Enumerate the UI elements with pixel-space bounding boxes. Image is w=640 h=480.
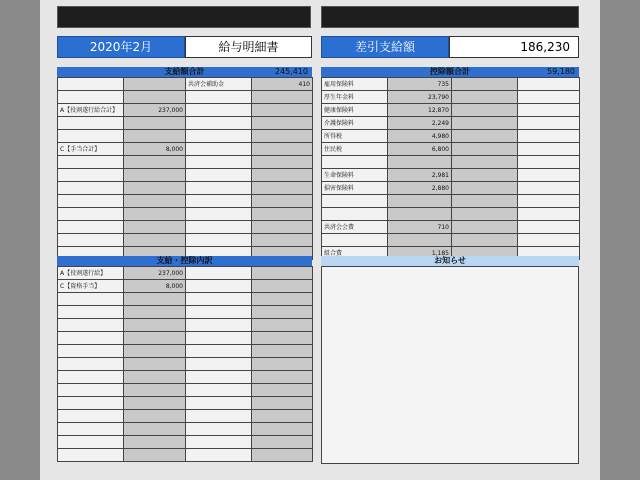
payment-item-label — [58, 117, 124, 130]
table-row — [58, 410, 313, 423]
payment-item-value — [124, 91, 186, 104]
table-row — [58, 293, 313, 306]
empty-cell — [252, 410, 313, 423]
table-row — [58, 234, 313, 247]
table-row — [322, 78, 580, 91]
net-pay-value: 186,230 — [449, 36, 579, 58]
deduction-item-value: 12,870 — [388, 104, 452, 117]
payment-item-label — [186, 221, 252, 234]
payment-item-label — [186, 208, 252, 221]
deduction-item-label: 生命保険料 — [322, 169, 388, 182]
deduction-total: 59,180 — [547, 67, 575, 76]
deduction-item-value: 735 — [388, 78, 452, 91]
table-row — [322, 208, 580, 221]
deduction-table — [321, 77, 580, 260]
table-row — [322, 143, 580, 156]
empty-cell — [186, 397, 252, 410]
payment-item-label: 共済会補助金 — [186, 78, 252, 91]
empty-cell — [124, 293, 186, 306]
table-row — [58, 280, 313, 293]
period-label: 2020年2月 — [57, 36, 185, 58]
deduction-item-label: 住民税 — [322, 143, 388, 156]
table-row — [322, 195, 580, 208]
empty-cell — [518, 104, 580, 117]
empty-cell — [252, 293, 313, 306]
payment-item-label — [186, 117, 252, 130]
breakdown-item-value: 237,000 — [124, 267, 186, 280]
payment-item-label — [58, 208, 124, 221]
empty-cell — [58, 423, 124, 436]
empty-cell — [186, 449, 252, 462]
empty-cell — [252, 371, 313, 384]
empty-cell — [518, 182, 580, 195]
empty-cell — [252, 423, 313, 436]
table-row — [322, 182, 580, 195]
deduction-section-title: 控除額合計 — [430, 67, 470, 76]
empty-cell — [252, 280, 313, 293]
deduction-item-label: 共済会会費 — [322, 221, 388, 234]
notice-section-header — [321, 256, 579, 266]
breakdown-item-value: 8,000 — [124, 280, 186, 293]
table-row — [58, 169, 313, 182]
deduction-item-value: 2,249 — [388, 117, 452, 130]
payment-item-value — [252, 156, 313, 169]
empty-cell — [124, 384, 186, 397]
empty-cell — [252, 267, 313, 280]
deduction-item-value — [388, 208, 452, 221]
empty-cell — [252, 319, 313, 332]
empty-cell — [452, 143, 518, 156]
deduction-item-label — [322, 156, 388, 169]
breakdown-section-title: 支給・控除内訳 — [156, 256, 213, 265]
payment-item-label — [186, 182, 252, 195]
deduction-item-value: 23,790 — [388, 91, 452, 104]
empty-cell — [452, 182, 518, 195]
empty-cell — [452, 117, 518, 130]
table-row — [58, 208, 313, 221]
empty-cell — [58, 410, 124, 423]
empty-cell — [518, 221, 580, 234]
redacted-company-name — [57, 6, 311, 28]
empty-cell — [252, 306, 313, 319]
payment-item-value — [124, 130, 186, 143]
table-row — [58, 423, 313, 436]
redacted-employee-name — [321, 6, 579, 28]
table-row — [58, 156, 313, 169]
empty-cell — [58, 345, 124, 358]
table-row — [58, 195, 313, 208]
table-row — [322, 130, 580, 143]
payment-total: 245,410 — [274, 67, 308, 76]
empty-cell — [252, 397, 313, 410]
deduction-item-value: 710 — [388, 221, 452, 234]
empty-cell — [186, 280, 252, 293]
payment-item-label — [186, 91, 252, 104]
empty-cell — [124, 423, 186, 436]
breakdown-section-header — [57, 256, 312, 266]
empty-cell — [124, 345, 186, 358]
deduction-item-value — [388, 234, 452, 247]
empty-cell — [186, 423, 252, 436]
empty-cell — [124, 436, 186, 449]
table-row — [58, 319, 313, 332]
table-row — [58, 371, 313, 384]
deduction-item-value: 2,880 — [388, 182, 452, 195]
table-row — [58, 345, 313, 358]
payment-item-label — [58, 195, 124, 208]
notice-section-title: お知らせ — [434, 256, 466, 265]
payment-item-value — [252, 104, 313, 117]
deduction-item-label — [322, 208, 388, 221]
empty-cell — [252, 436, 313, 449]
table-row — [58, 306, 313, 319]
table-row — [58, 332, 313, 345]
payment-item-value — [124, 195, 186, 208]
payment-item-value — [124, 234, 186, 247]
table-row — [322, 91, 580, 104]
table-row — [58, 449, 313, 462]
empty-cell — [452, 78, 518, 91]
table-row — [58, 143, 313, 156]
breakdown-table — [57, 266, 313, 462]
payment-item-label: A【役割遂行給合計】 — [58, 104, 124, 117]
empty-cell — [518, 130, 580, 143]
table-row — [58, 267, 313, 280]
payment-item-value — [124, 182, 186, 195]
payment-item-label — [58, 169, 124, 182]
deduction-item-label: 雇用保険料 — [322, 78, 388, 91]
deduction-item-value: 1,185 — [388, 247, 452, 260]
empty-cell — [58, 436, 124, 449]
payment-item-label — [186, 130, 252, 143]
deduction-item-label: 所得税 — [322, 130, 388, 143]
payment-section-header — [57, 67, 312, 77]
payment-table — [57, 77, 313, 260]
empty-cell — [186, 371, 252, 384]
empty-cell — [252, 332, 313, 345]
empty-cell — [452, 130, 518, 143]
empty-cell — [58, 371, 124, 384]
payment-item-value — [124, 117, 186, 130]
payment-item-value — [124, 221, 186, 234]
table-row — [58, 182, 313, 195]
empty-cell — [124, 358, 186, 371]
table-row — [322, 221, 580, 234]
empty-cell — [186, 436, 252, 449]
empty-cell — [252, 358, 313, 371]
deduction-section-header — [321, 67, 579, 77]
table-row — [322, 156, 580, 169]
deduction-item-label: 組合費 — [322, 247, 388, 260]
payment-item-label — [58, 156, 124, 169]
empty-cell — [452, 91, 518, 104]
empty-cell — [518, 143, 580, 156]
payment-section-title: 支給額合計 — [164, 67, 205, 76]
empty-cell — [124, 371, 186, 384]
empty-cell — [124, 306, 186, 319]
empty-cell — [518, 91, 580, 104]
empty-cell — [124, 319, 186, 332]
empty-cell — [186, 332, 252, 345]
payment-item-value — [252, 91, 313, 104]
payment-item-value — [252, 195, 313, 208]
table-row — [58, 436, 313, 449]
table-row — [58, 78, 313, 91]
table-row — [58, 104, 313, 117]
table-row — [322, 169, 580, 182]
empty-cell — [58, 293, 124, 306]
table-row — [58, 130, 313, 143]
empty-cell — [186, 267, 252, 280]
empty-cell — [124, 332, 186, 345]
empty-cell — [58, 397, 124, 410]
payment-item-label — [58, 78, 124, 91]
payment-item-value — [252, 182, 313, 195]
table-row — [58, 91, 313, 104]
empty-cell — [252, 384, 313, 397]
empty-cell — [58, 358, 124, 371]
payment-item-value — [252, 130, 313, 143]
empty-cell — [518, 156, 580, 169]
empty-cell — [186, 358, 252, 371]
payment-item-label — [186, 169, 252, 182]
payment-item-label — [58, 130, 124, 143]
deduction-item-value — [388, 195, 452, 208]
payment-item-label: C【手当合計】 — [58, 143, 124, 156]
payment-item-label — [58, 221, 124, 234]
net-pay-label: 差引支給額 — [321, 36, 449, 58]
payment-item-value — [252, 143, 313, 156]
empty-cell — [124, 449, 186, 462]
payment-item-value — [252, 234, 313, 247]
deduction-item-value: 2,981 — [388, 169, 452, 182]
empty-cell — [58, 332, 124, 345]
deduction-item-label: 介護保険料 — [322, 117, 388, 130]
empty-cell — [518, 78, 580, 91]
empty-cell — [452, 208, 518, 221]
table-row — [58, 221, 313, 234]
empty-cell — [452, 195, 518, 208]
deduction-item-value: 4,980 — [388, 130, 452, 143]
breakdown-item-label: C【資格手当】 — [58, 280, 124, 293]
payment-item-label — [186, 104, 252, 117]
payment-item-value — [124, 156, 186, 169]
payment-item-value — [124, 169, 186, 182]
payment-item-value: 237,000 — [124, 104, 186, 117]
payment-item-value — [252, 117, 313, 130]
empty-cell — [58, 449, 124, 462]
table-row — [58, 384, 313, 397]
payment-item-value — [124, 78, 186, 91]
table-row — [322, 104, 580, 117]
payment-item-label — [186, 234, 252, 247]
payment-item-value — [252, 208, 313, 221]
deduction-item-label — [322, 234, 388, 247]
empty-cell — [58, 384, 124, 397]
payment-item-label — [58, 234, 124, 247]
table-row — [58, 358, 313, 371]
empty-cell — [252, 345, 313, 358]
empty-cell — [452, 221, 518, 234]
payment-item-value: 410 — [252, 78, 313, 91]
empty-cell — [186, 293, 252, 306]
deduction-item-label: 健康保険料 — [322, 104, 388, 117]
empty-cell — [186, 345, 252, 358]
empty-cell — [186, 319, 252, 332]
empty-cell — [452, 156, 518, 169]
empty-cell — [452, 234, 518, 247]
empty-cell — [186, 410, 252, 423]
payment-item-label — [186, 195, 252, 208]
table-row — [58, 117, 313, 130]
empty-cell — [124, 397, 186, 410]
empty-cell — [518, 195, 580, 208]
breakdown-item-label: A【役割遂行給】 — [58, 267, 124, 280]
empty-cell — [124, 410, 186, 423]
payment-item-label — [58, 182, 124, 195]
payment-item-label — [58, 91, 124, 104]
deduction-item-label — [322, 195, 388, 208]
table-row — [322, 117, 580, 130]
notice-body — [321, 266, 579, 464]
empty-cell — [518, 117, 580, 130]
empty-cell — [186, 306, 252, 319]
table-row — [58, 397, 313, 410]
payment-item-label — [186, 143, 252, 156]
empty-cell — [58, 319, 124, 332]
payment-item-value — [124, 208, 186, 221]
table-row — [322, 234, 580, 247]
empty-cell — [186, 384, 252, 397]
doc-title: 給与明細書 — [185, 36, 312, 58]
empty-cell — [518, 208, 580, 221]
empty-cell — [252, 449, 313, 462]
payment-item-value — [252, 169, 313, 182]
deduction-item-label: 厚生年金料 — [322, 91, 388, 104]
empty-cell — [452, 169, 518, 182]
empty-cell — [518, 234, 580, 247]
payment-item-value — [252, 221, 313, 234]
payment-item-value: 8,000 — [124, 143, 186, 156]
deduction-item-label: 損害保険料 — [322, 182, 388, 195]
empty-cell — [58, 306, 124, 319]
empty-cell — [518, 169, 580, 182]
payment-item-label — [186, 156, 252, 169]
empty-cell — [452, 104, 518, 117]
deduction-item-value: 6,800 — [388, 143, 452, 156]
deduction-item-value — [388, 156, 452, 169]
